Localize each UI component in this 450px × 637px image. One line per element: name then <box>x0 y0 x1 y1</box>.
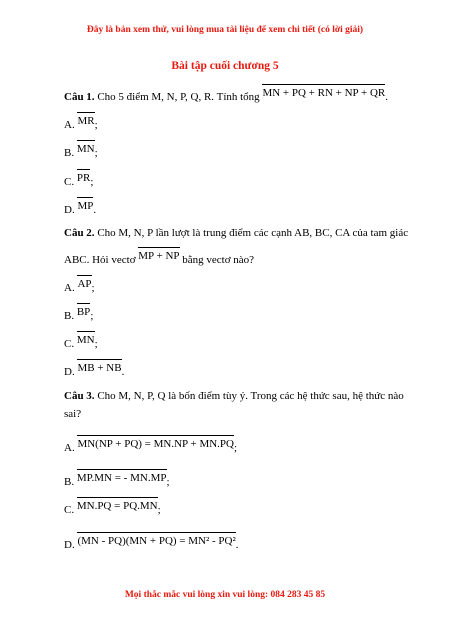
contact-footer: Mọi thắc mắc vui lòng xin vui lòng: 084 283 45 85 <box>124 590 326 600</box>
page-title: Bài tập cuối chương 5 <box>171 60 279 72</box>
punctuation: . <box>235 539 239 551</box>
question-2 <box>64 227 408 240</box>
q2-option-d <box>64 362 125 379</box>
vector-expression: MB + NB <box>77 362 122 374</box>
punctuation: . <box>121 366 125 378</box>
punctuation: ; <box>90 176 94 188</box>
option-letter: A. <box>64 442 75 454</box>
option-letter: C. <box>64 504 75 516</box>
q3-option-b <box>64 472 170 489</box>
vector-expression: MN <box>76 143 95 155</box>
option-letter: C. <box>64 176 75 188</box>
vector-expression: MN <box>76 334 95 346</box>
punctuation: ; <box>91 282 95 294</box>
q2-option-b <box>64 306 94 323</box>
option-letter: A. <box>64 119 75 131</box>
vector-expression: MR <box>77 115 95 127</box>
question-text: ABC. Hỏi vectơ <box>64 254 139 266</box>
vector-expression: BP <box>76 306 91 318</box>
vector-expression: AP <box>77 278 92 290</box>
option-letter: C. <box>64 338 75 350</box>
option-letter: D. <box>64 539 75 551</box>
vector-expression: (MN - PQ)(MN + PQ) = MN² - PQ² <box>77 535 236 547</box>
punctuation: . <box>385 91 389 103</box>
question-label: Câu 3. <box>64 390 95 402</box>
question-3-line-2 <box>64 408 81 421</box>
option-letter: A. <box>64 282 75 294</box>
question-text: Cho M, N, P, Q là bốn điểm tùy ý. Trong các hệ thức sau, hệ thức nào <box>94 390 404 402</box>
option-letter: B. <box>64 147 75 159</box>
question-label: Câu 2. <box>64 227 95 239</box>
preview-banner: Đây là bản xem thử, vui lòng mua tài liệu để xem chi tiết (có lời giải) <box>86 25 364 35</box>
vector-expression: MN.PQ = PQ.MN <box>76 500 158 512</box>
question-1 <box>64 87 389 104</box>
question-3 <box>64 390 404 403</box>
option-letter: D. <box>64 204 75 216</box>
option-letter: B. <box>64 476 75 488</box>
option-letter: B. <box>64 310 75 322</box>
q3-option-c <box>64 500 161 517</box>
vector-expression: PR <box>76 172 91 184</box>
punctuation: ; <box>234 442 238 454</box>
punctuation: . <box>93 204 97 216</box>
question-label: Câu 1. <box>64 91 95 103</box>
q1-option-a <box>64 115 98 132</box>
q2-option-c <box>64 334 98 351</box>
punctuation: ; <box>94 147 98 159</box>
q1-option-d <box>64 200 97 217</box>
question-text: Cho 5 điểm M, N, P, Q, R. Tính tổng <box>94 91 263 103</box>
q3-option-a <box>64 438 238 455</box>
vector-expression: MN + PQ + RN + NP + QR <box>262 87 386 99</box>
q1-option-b <box>64 143 98 160</box>
question-text: bằng vectơ nào? <box>179 254 255 266</box>
vector-expression: MP.MN = - MN.MP <box>76 472 167 484</box>
q2-option-a <box>64 278 95 295</box>
vector-expression: MN(NP + PQ) = MN.NP + MN.PQ <box>77 438 234 450</box>
question-2-line-2 <box>64 250 255 267</box>
vector-expression: MP + NP <box>138 250 180 262</box>
punctuation: ; <box>94 119 98 131</box>
punctuation: ; <box>157 504 161 516</box>
punctuation: ; <box>166 476 170 488</box>
vector-expression: MP <box>77 200 94 212</box>
option-letter: D. <box>64 366 75 378</box>
q3-option-d <box>64 535 239 552</box>
question-text: sai? <box>64 408 82 420</box>
punctuation: ; <box>94 338 98 350</box>
question-text: Cho M, N, P lần lượt là trung điểm các cạnh AB, BC, CA của tam giác <box>94 227 409 239</box>
punctuation: ; <box>90 310 94 322</box>
q1-option-c <box>64 172 94 189</box>
